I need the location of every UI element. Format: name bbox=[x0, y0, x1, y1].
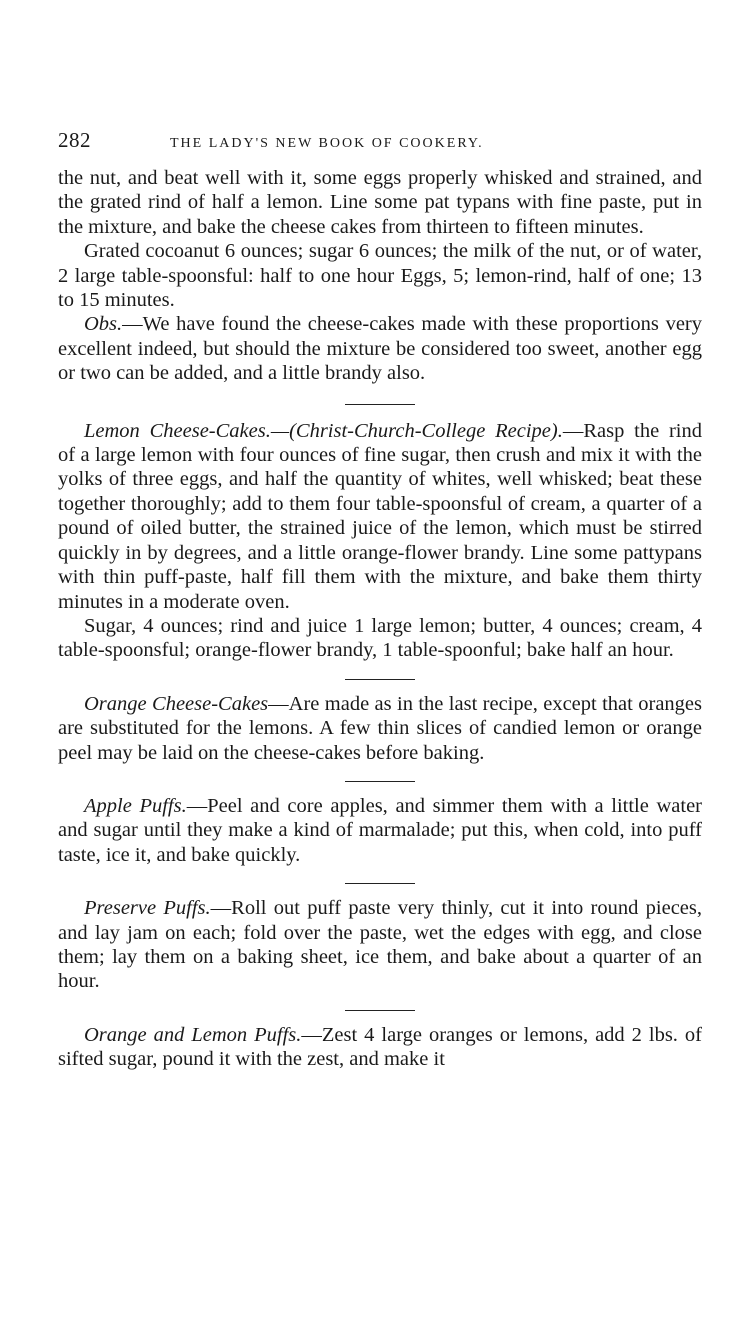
section-divider bbox=[345, 404, 415, 405]
orange-cheese-cakes-recipe bbox=[58, 692, 702, 765]
lemon-cheese-cakes-quantities: Sugar, 4 ounces; rind and juice 1 large lemon; butter, 4 ounces; cream, 4 table-spoonsful; orange-flower brandy, 1 table-spoonful; bake half an hour. bbox=[58, 614, 702, 662]
orange-lemon-puffs-recipe bbox=[58, 1023, 702, 1072]
orange-cheese-cakes-text: —Are made as in the last recipe, except that oranges are substituted for the lemons. A few thin slices of candied lemon or orange peel may be laid on the cheese-cakes before baking. bbox=[58, 692, 702, 764]
apple-puffs-title: Apple Puffs. bbox=[84, 794, 187, 817]
page-number: 282 bbox=[58, 128, 91, 152]
obs-text: —We have found the cheese-cakes made with these proportions very excellent indeed, but should the mixture be considered too sweet, another egg or two can be added, and a little brandy also. bbox=[58, 313, 702, 385]
apple-puffs-text: —Peel and core apples, and simmer them with a little water and sugar until they make a kind of marmalade; put this, when cold, into puff taste, ice it, and bake quickly. bbox=[58, 794, 703, 866]
running-title: THE LADY'S NEW BOOK OF COOKERY. bbox=[170, 136, 484, 151]
cheesecake-observation bbox=[58, 312, 702, 385]
lemon-cheese-cakes-text: —Rasp the rind of a large lemon with four ounces of fine sugar, then crush and mix it with the yolks of three eggs, and half the quantity of whites, well whisked; beat these together thoroughly; add to them four table-spoonsful of cream, a quarter of a pound of oiled butter, the strained juice of the lemon, which must be stirred quickly in by degrees, and a little orange-flower brandy. Line some pattypans with thin puff-paste, half fill them with the mixture, and bake them thirty minutes in a moderate oven. bbox=[58, 419, 702, 613]
page-header bbox=[58, 128, 702, 158]
section-divider bbox=[345, 781, 415, 782]
apple-puffs-recipe bbox=[58, 794, 702, 867]
obs-label: Obs. bbox=[84, 313, 123, 336]
cheesecake-continued-text: the nut, and beat well with it, some eggs properly whisked and strained, and the grated rind of half a lemon. Line some pat typans with fine paste, put in the mixture, and bake the cheese cakes from thirteen to fifteen minutes. bbox=[58, 167, 702, 238]
preserve-puffs-recipe bbox=[58, 896, 702, 994]
preserve-puffs-title: Preserve Puffs. bbox=[84, 897, 211, 920]
lemon-cheese-cakes-recipe bbox=[58, 419, 702, 614]
cheesecake-continued-paragraph bbox=[58, 166, 702, 239]
section-divider bbox=[345, 1010, 415, 1011]
orange-cheese-cakes-title: Orange Cheese-Cakes bbox=[84, 692, 269, 715]
orange-lemon-puffs-title: Orange and Lemon Puffs. bbox=[84, 1023, 302, 1046]
lemon-cheese-cakes-subtitle: —(Christ-Church-College Recipe). bbox=[270, 419, 563, 442]
section-divider bbox=[345, 679, 415, 680]
cheesecake-quantities: Grated cocoanut 6 ounces; sugar 6 ounces; the milk of the nut, or of water, 2 large table-spoonsful: half to one hour Eggs, 5; lemon-rind, half of one; 13 to 15 minutes. bbox=[58, 240, 702, 312]
section-divider bbox=[345, 883, 415, 884]
preserve-puffs-text: —Roll out puff paste very thinly, cut it into round pieces, and lay jam on each; fold over the paste, wet the edges with egg, and close them; lay them on a baking sheet, ice them, and bake about a quarter of an hour. bbox=[58, 897, 703, 993]
lemon-cheese-cakes-title: Lemon Cheese-Cakes. bbox=[84, 419, 271, 442]
orange-lemon-puffs-text: —Zest 4 large oranges or lemons, add 2 lbs. of sifted sugar, pound it with the zest, and make it bbox=[58, 1023, 702, 1071]
